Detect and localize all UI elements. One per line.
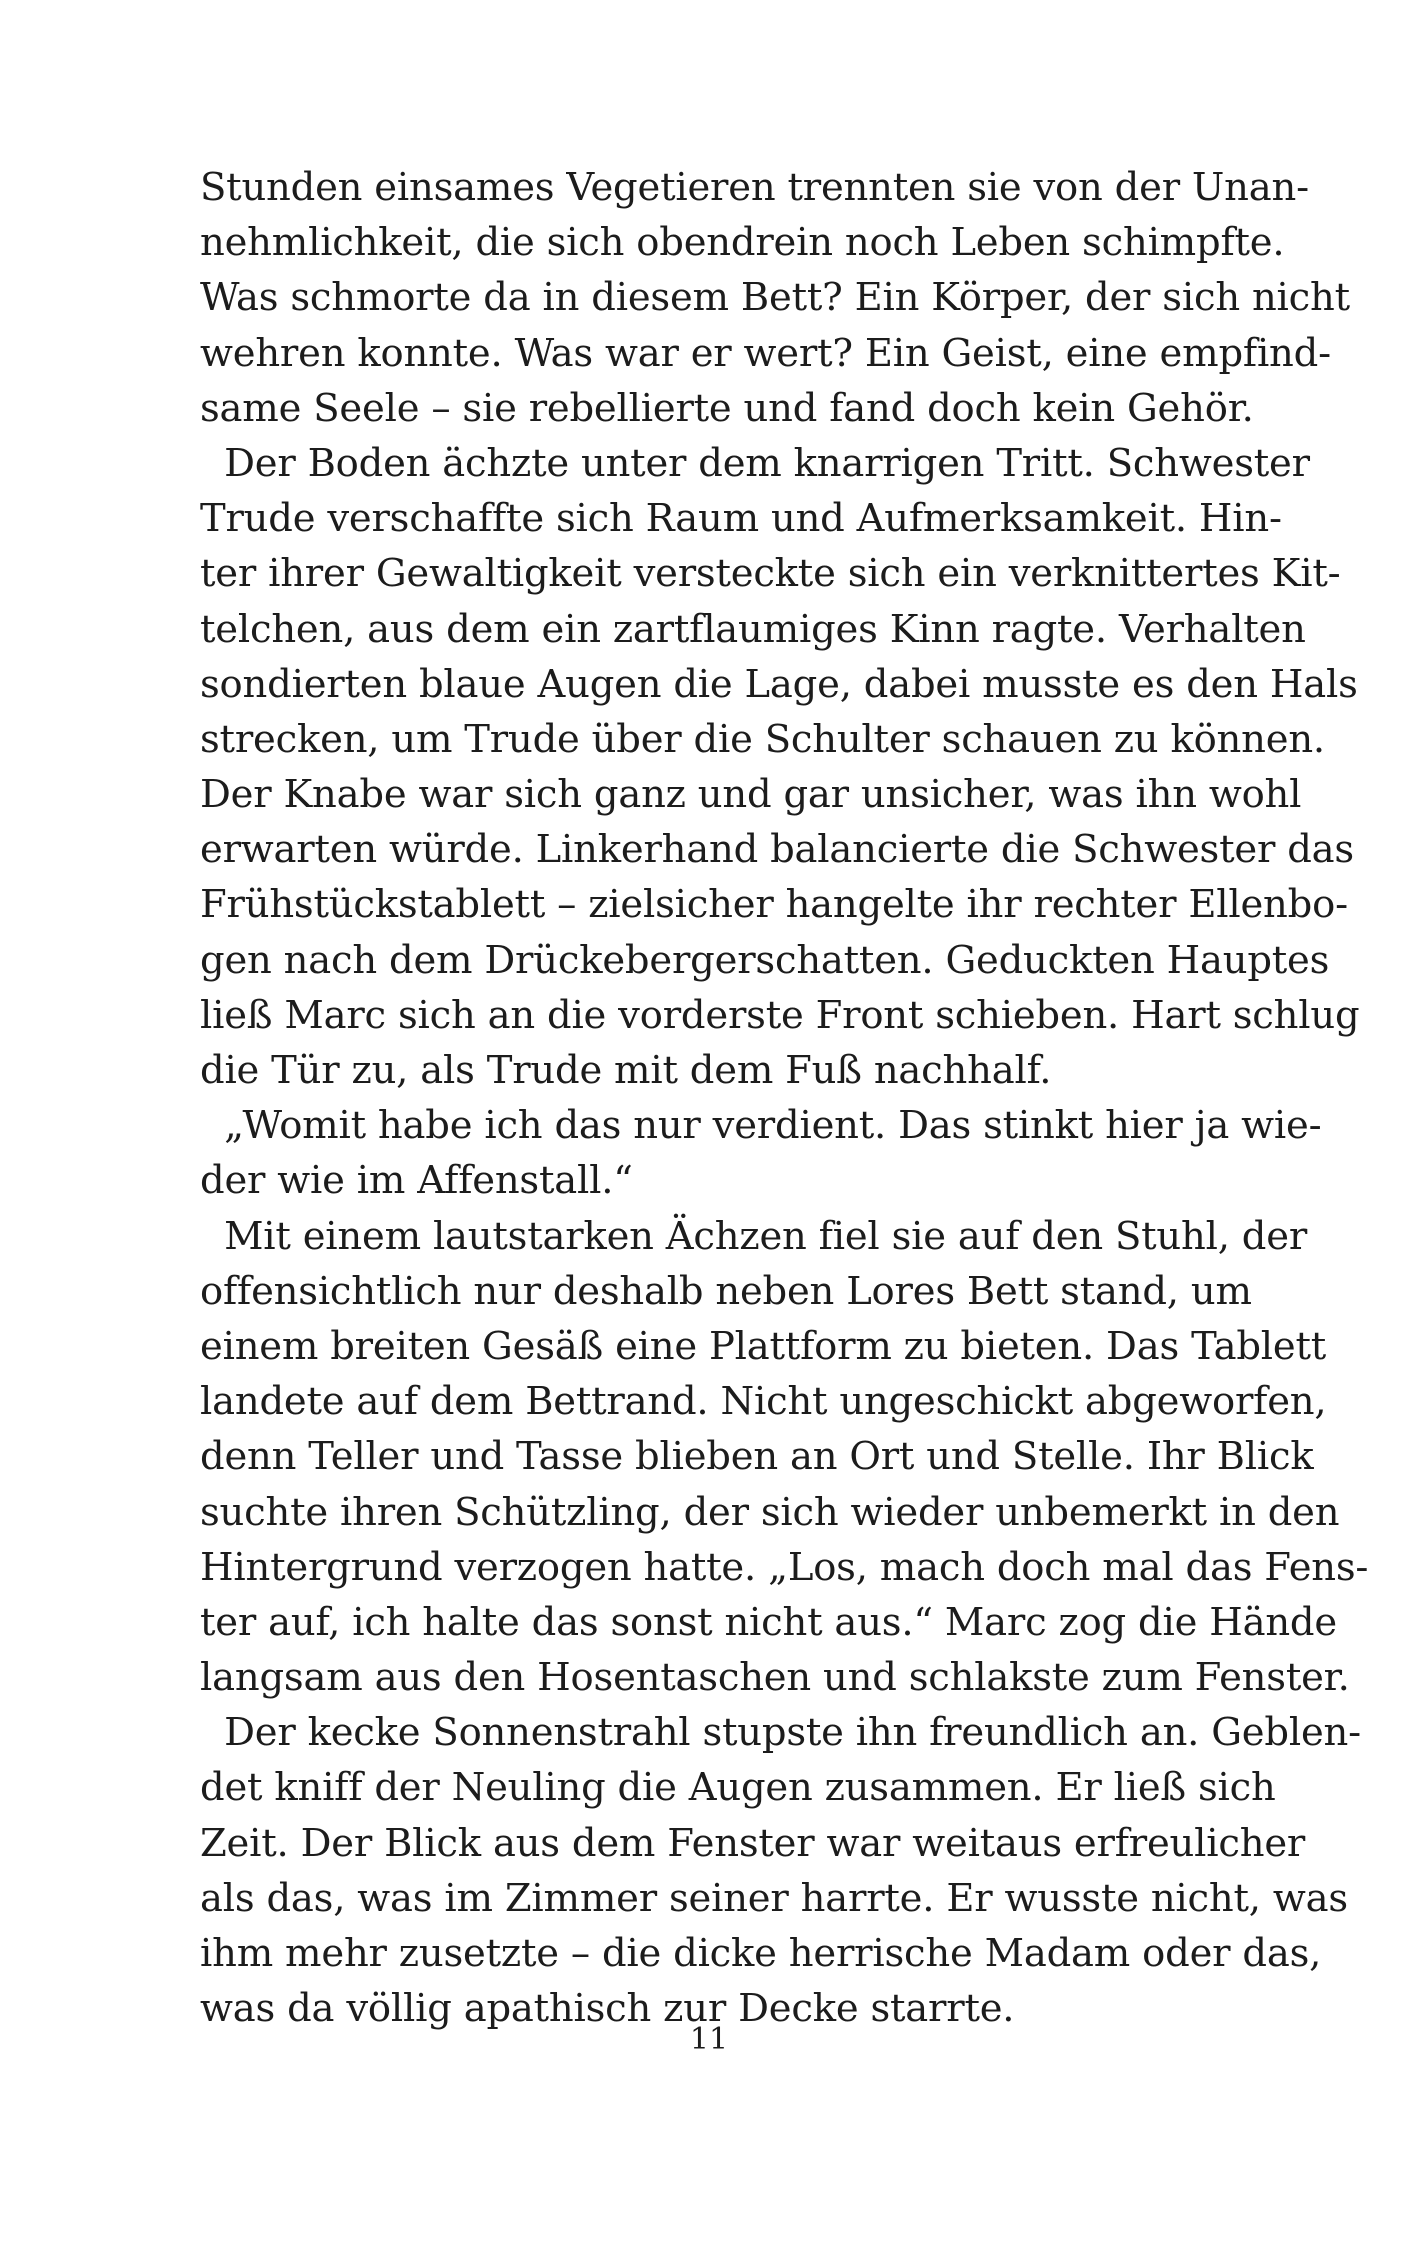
text-line: Der Knabe war sich ganz und gar unsicher, was ihn wohl <box>200 772 1302 818</box>
text-line: die Tür zu, als Trude mit dem Fuß nachhalf. <box>200 1048 1052 1093</box>
text-line: ter auf, ich halte das sonst nicht aus.“ Marc zog die Hände <box>200 1599 1337 1645</box>
text-line: Der Boden ächzte unter dem knarrigen Tritt. Schwester <box>200 440 1310 486</box>
text-line: offensichtlich nur deshalb neben Lores Bett stand, um <box>200 1268 1252 1314</box>
text-line: Hintergrund verzogen hatte. „Los, mach doch mal das Fens- <box>200 1544 1369 1590</box>
text-line: same Seele – sie rebellierte und fand doch kein Gehör. <box>200 385 1254 431</box>
text-line: langsam aus den Hosentaschen und schlakste zum Fenster. <box>200 1655 1350 1701</box>
text-line: det kniff der Neuling die Augen zusammen. Er ließ sich <box>200 1765 1276 1811</box>
body-text <box>200 160 1369 2036</box>
text-line: Trude verschaffte sich Raum und Aufmerksamkeit. Hin- <box>200 496 1282 542</box>
text-line: Der kecke Sonnenstrahl stupste ihn freundlich an. Geblen- <box>200 1710 1361 1756</box>
text-line: denn Teller und Tasse blieben an Ort und Stelle. Ihr Blick <box>200 1434 1314 1480</box>
text-line: als das, was im Zimmer seiner harrte. Er wusste nicht, was <box>200 1875 1348 1921</box>
text-line: ter ihrer Gewaltigkeit versteckte sich ein verknittertes Kit- <box>200 551 1341 597</box>
text-line: erwarten würde. Linkerhand balancierte die Schwester das <box>200 827 1354 873</box>
text-line: Zeit. Der Blick aus dem Fenster war weitaus erfreulicher <box>200 1820 1306 1866</box>
text-line: ließ Marc sich an die vorderste Front schieben. Hart schlug <box>200 992 1360 1038</box>
text-line: sondierten blaue Augen die Lage, dabei musste es den Hals <box>200 661 1358 707</box>
text-line: suchte ihren Schützling, der sich wieder unbemerkt in den <box>200 1489 1340 1535</box>
text-line: der wie im Affenstall.“ <box>200 1158 633 1204</box>
text-line: telchen, aus dem ein zartflaumiges Kinn ragte. Verhalten <box>200 606 1306 652</box>
text-line: wehren konnte. Was war er wert? Ein Geist, eine empfind- <box>200 330 1331 376</box>
page-number: 11 <box>689 2022 729 2057</box>
text-line: einem breiten Gesäß eine Plattform zu bieten. Das Tablett <box>200 1323 1327 1369</box>
text-line: ihm mehr zusetzte – die dicke herrische Madam oder das, <box>200 1931 1322 1976</box>
text-line: landete auf dem Bettrand. Nicht ungeschickt abgeworfen, <box>200 1379 1327 1425</box>
text-line: gen nach dem Drückebergerschatten. Geduckten Hauptes <box>200 937 1330 983</box>
text-line: nehmlichkeit, die sich obendrein noch Leben schimpfte. <box>200 220 1285 266</box>
text-line: Was schmorte da in diesem Bett? Ein Körper, der sich nicht <box>200 275 1350 321</box>
text-line: Mit einem lautstarken Ächzen fiel sie auf den Stuhl, der <box>200 1213 1308 1259</box>
text-line: Frühstückstablett – zielsicher hangelte ihr rechter Ellenbo- <box>200 882 1348 928</box>
text-line: „Womit habe ich das nur verdient. Das stinkt hier ja wie- <box>200 1103 1322 1149</box>
text-line: strecken, um Trude über die Schulter schauen zu können. <box>200 716 1325 762</box>
text-line: Stunden einsames Vegetieren trennten sie von der Unan- <box>200 165 1309 210</box>
text-line: was da völlig apathisch zur Decke starrte. <box>200 1986 1015 2032</box>
